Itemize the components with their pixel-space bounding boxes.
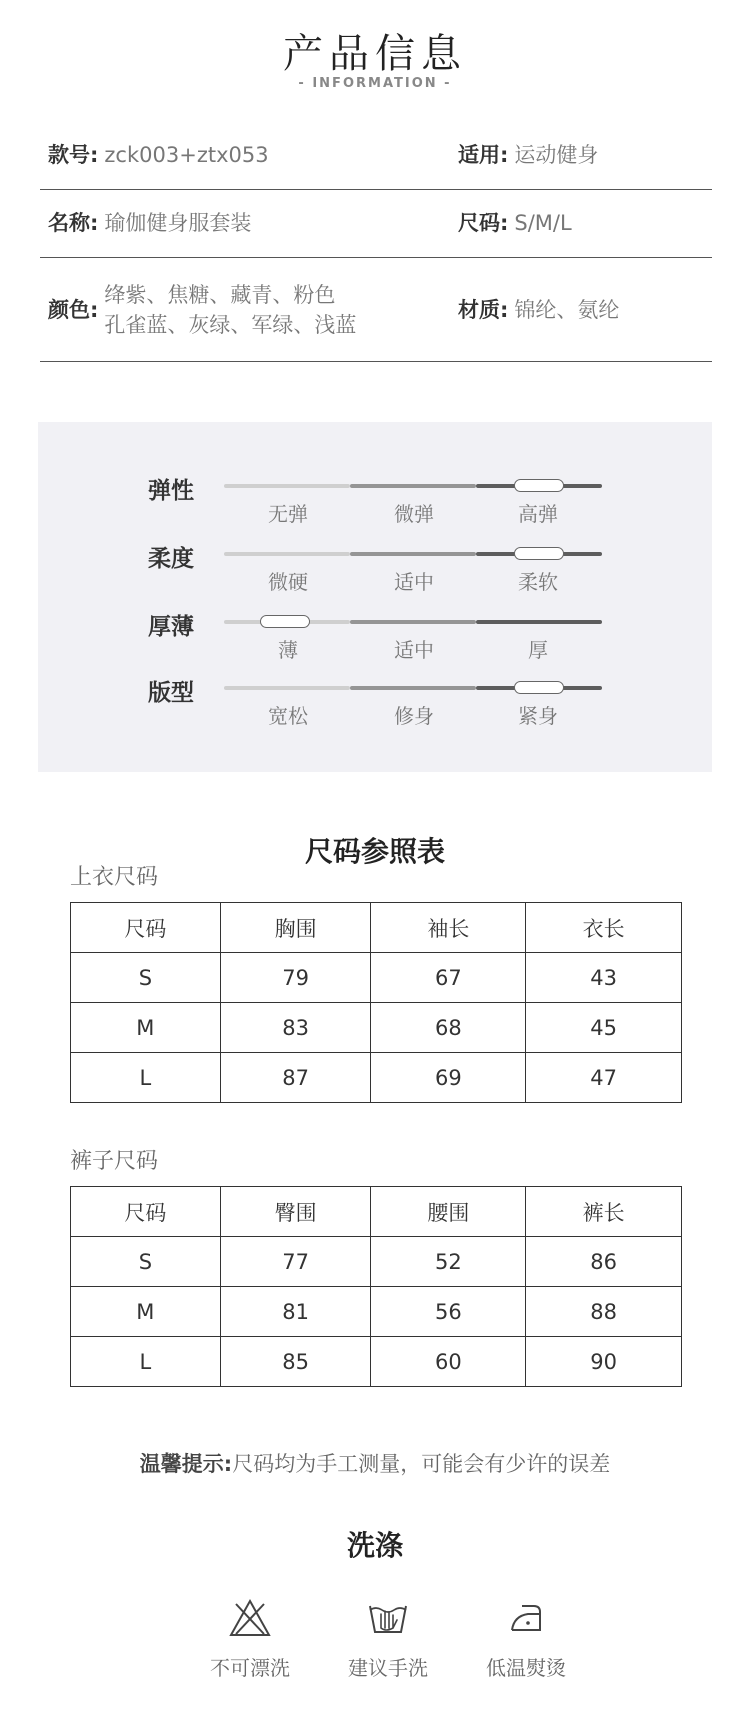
table-cell: S — [71, 953, 221, 1003]
scale-segment — [350, 484, 476, 488]
scale-marker — [514, 479, 564, 492]
scale-marker — [514, 547, 564, 560]
tick-label: 高弹 — [518, 502, 558, 526]
scale-marker — [514, 681, 564, 694]
table-cell: 56 — [371, 1287, 526, 1337]
table-row — [71, 1287, 682, 1337]
tick-label: 适中 — [394, 570, 434, 594]
table-cell: L — [71, 1053, 221, 1103]
tick-label: 厚 — [528, 638, 548, 662]
table-cell: 68 — [371, 1003, 526, 1053]
table-header-cell: 尺码 — [71, 1187, 221, 1237]
wash-item-no-bleach — [185, 1598, 315, 1681]
table-row — [71, 1053, 682, 1103]
tick-label: 微弹 — [394, 502, 434, 526]
no-bleach-icon — [185, 1598, 315, 1638]
tip-text: 尺码均为手工测量，可能会有少许的误差 — [232, 1452, 611, 1476]
table-cell: 77 — [220, 1237, 371, 1287]
info-row-1 — [40, 126, 712, 190]
table-cell: 43 — [526, 953, 682, 1003]
table-header-cell: 袖长 — [371, 903, 526, 953]
attr-label-thickness: 厚薄 — [148, 614, 194, 640]
table-cell: 87 — [220, 1053, 371, 1103]
bottom-size-table — [70, 1186, 682, 1387]
tick-label: 薄 — [278, 638, 298, 662]
scale-segment — [224, 686, 350, 690]
table-cell: 83 — [220, 1003, 371, 1053]
scale-segment — [476, 620, 602, 624]
table-cell: 85 — [220, 1337, 371, 1387]
info-item-material — [458, 295, 619, 325]
scale-segment — [224, 484, 350, 488]
scale-segment — [350, 686, 476, 690]
table-row — [71, 1237, 682, 1287]
table-cell: 79 — [220, 953, 371, 1003]
table-header-cell: 臀围 — [220, 1187, 371, 1237]
tick-label: 修身 — [394, 704, 434, 728]
tick-label: 紧身 — [518, 704, 558, 728]
scale-segment — [350, 620, 476, 624]
info-value: 瑜伽健身服套装 — [104, 211, 252, 235]
table-cell: 67 — [371, 953, 526, 1003]
size-chart-title: 尺码参照表 — [304, 835, 445, 868]
info-row-3 — [40, 258, 712, 362]
info-item-usage — [458, 140, 598, 170]
tick-label: 微硬 — [268, 570, 308, 594]
table-row — [71, 1337, 682, 1387]
size-tip — [0, 1448, 750, 1478]
table-cell: 81 — [220, 1287, 371, 1337]
tip-key: 温馨提示: — [139, 1452, 233, 1476]
info-item-name — [48, 208, 251, 238]
table-cell: S — [71, 1237, 221, 1287]
table-cell: 47 — [526, 1053, 682, 1103]
info-value: 运动健身 — [514, 143, 599, 167]
table-cell: M — [71, 1003, 221, 1053]
top-size-table — [70, 902, 682, 1103]
table-header-cell: 胸围 — [220, 903, 371, 953]
table-cell: 69 — [371, 1053, 526, 1103]
table-cell: L — [71, 1337, 221, 1387]
attr-label-fit: 版型 — [148, 680, 194, 706]
table-header-cell: 裤长 — [526, 1187, 682, 1237]
info-key: 尺码: — [458, 211, 509, 235]
table-cell: 60 — [371, 1337, 526, 1387]
info-key: 颜色: — [48, 298, 99, 322]
table-cell: 86 — [526, 1237, 682, 1287]
table-header-row — [71, 1187, 682, 1237]
info-value: S/M/L — [514, 211, 572, 235]
info-key: 适用: — [458, 143, 509, 167]
page-title: 产品信息 — [283, 31, 467, 77]
wash-label: 不可漂洗 — [210, 1656, 290, 1680]
scale-segment — [350, 552, 476, 556]
hand-wash-icon — [323, 1598, 453, 1638]
table-header-cell: 尺码 — [71, 903, 221, 953]
info-item-style-no — [48, 140, 269, 170]
wash-label: 低温熨烫 — [486, 1656, 566, 1680]
wash-item-hand-wash — [323, 1598, 453, 1681]
attr-label-softness: 柔度 — [148, 546, 194, 572]
info-key: 名称: — [48, 211, 99, 235]
page-subtitle: - INFORMATION - — [298, 76, 452, 91]
tick-label: 适中 — [394, 638, 434, 662]
scale-marker — [260, 615, 310, 628]
table-header-cell: 衣长 — [526, 903, 682, 953]
table-cell: 90 — [526, 1337, 682, 1387]
wash-item-low-iron — [461, 1598, 591, 1681]
table-cell: 88 — [526, 1287, 682, 1337]
attribute-panel — [38, 422, 712, 772]
info-key: 款号: — [48, 143, 99, 167]
info-item-size — [458, 208, 572, 238]
info-value: 锦纶、氨纶 — [514, 298, 620, 322]
info-row-2 — [40, 190, 712, 258]
table-row — [71, 953, 682, 1003]
tick-label: 宽松 — [268, 704, 308, 728]
bottom-size-caption: 裤子尺码 — [70, 1149, 159, 1174]
wash-label: 建议手洗 — [348, 1656, 428, 1680]
top-size-caption: 上衣尺码 — [70, 865, 159, 890]
tick-label: 柔软 — [518, 570, 558, 594]
wash-title: 洗涤 — [346, 1529, 403, 1562]
table-row — [71, 1003, 682, 1053]
info-value: 绛紫、焦糖、藏青、粉色 孔雀蓝、灰绿、军绿、浅蓝 — [104, 283, 357, 337]
table-cell: 45 — [526, 1003, 682, 1053]
attr-label-elasticity: 弹性 — [148, 478, 194, 504]
info-value: zck003+ztx053 — [104, 143, 269, 167]
info-item-color — [48, 280, 356, 340]
tick-label: 无弹 — [268, 502, 308, 526]
table-cell: M — [71, 1287, 221, 1337]
scale-segment — [224, 552, 350, 556]
table-header-row — [71, 903, 682, 953]
table-header-cell: 腰围 — [371, 1187, 526, 1237]
low-iron-icon — [461, 1598, 591, 1638]
info-key: 材质: — [458, 298, 509, 322]
table-cell: 52 — [371, 1237, 526, 1287]
